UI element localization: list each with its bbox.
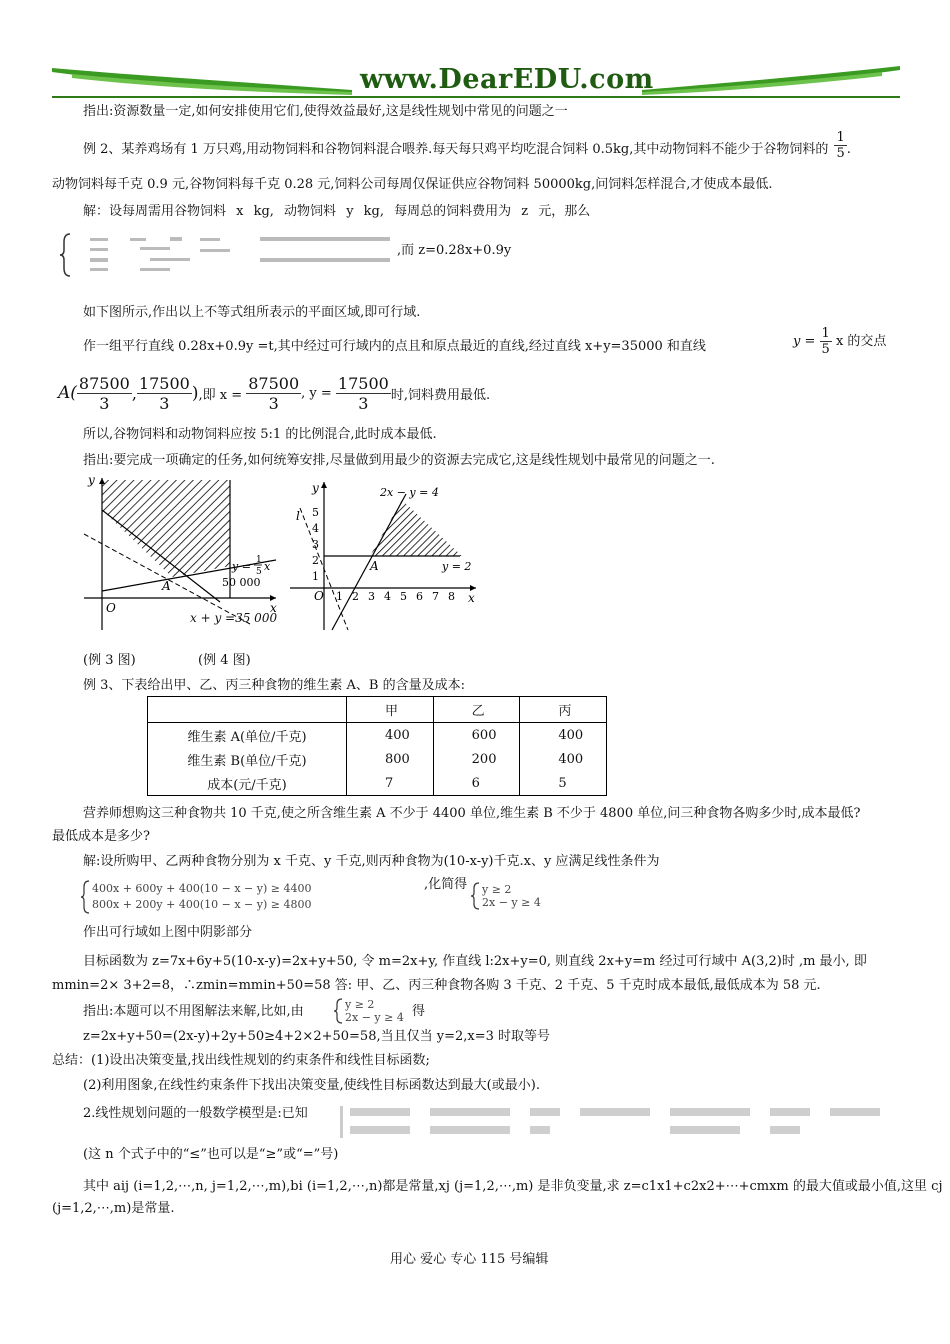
frac-x-val [246, 374, 301, 413]
vitamin-table [147, 696, 607, 796]
fig4-line-l: l [296, 509, 300, 523]
definitions-1: 其中 aij (i=1,2,⋯,n, j=1,2,⋯,m),bi (i=1,2,⋯,n)都是常量,xj (j=1,2,⋯,m) 是非负变量,求 z=c1x1+c2x2+⋯+cmxm 的最大值或最小值,这里 cj [83, 1179, 943, 1194]
direct-solution: z=2x+y+50=(2x-y)+2y+50≥4+2×2+50=58,当且仅当 y=2,x=3 时取等号 [83, 1029, 550, 1044]
line-y-fifth-x [793, 326, 886, 357]
table-cell: 7 [347, 771, 434, 796]
figure-example-3 [80, 474, 280, 634]
table-cell: 400 [520, 747, 607, 771]
fig4-xtick: 1 [336, 590, 343, 603]
num-17500: 17500 [138, 374, 190, 393]
brace-icon [470, 882, 480, 910]
fig3-frac-den: 5 [256, 567, 262, 577]
simplified-1: y ≥ 2 [482, 883, 512, 896]
period: . [846, 142, 851, 157]
table-cell: 600 [433, 723, 520, 748]
fig3-origin: O [106, 601, 116, 615]
den-3b: 3 [159, 394, 170, 413]
fig4-xticks [336, 590, 455, 603]
simplified-2b: 2x − y ≥ 4 [345, 1011, 404, 1024]
den-x: 3 [268, 394, 279, 413]
point-A-line: A( $\frac{87500}{3}$ , $\frac{17500}{3}$ ),即 x = $\frac{87500}{3}$ , y = $\frac{17500}{3}$ 时,饲料费用最低. [58, 374, 491, 413]
fig3-x-axis: x [270, 601, 277, 615]
simplified-2: 2x − y ≥ 4 [482, 896, 541, 909]
page-footer: 用心 爱心 专心 115 号编辑 [390, 1252, 549, 1267]
y-equals-2: , y = [301, 386, 332, 401]
fig3-frac-x: x [264, 560, 271, 573]
frac-den-2: 5 [821, 342, 830, 357]
fig4-line-y2: y = 2 [442, 560, 472, 573]
table-cell: 400 [520, 723, 607, 748]
table-header: 丙 [520, 697, 607, 723]
fraction-one-fifth-2 [820, 326, 832, 357]
ratio-conclusion: 所以,谷物饲料和动物饲料应按 5:1 的比例混合,此时成本最低. [83, 427, 437, 442]
table-cell: 维生素 B(单位/千克) [148, 747, 347, 771]
feasible-region-text: 如下图所示,作出以上不等式组所表示的平面区域,即可行域. [83, 305, 421, 320]
constraint-1: 400x + 600y + 400(10 − x − y) ≥ 4400 [92, 882, 312, 895]
fig4-ytick: 1 [312, 570, 319, 583]
fig4-xtick: 2 [352, 590, 359, 603]
note-paragraph-1: 指出:资源数量一定,如何安排使用它们,使得效益最好,这是线性规划中常见的问题之一 [83, 104, 568, 119]
frac-num-2: 1 [821, 326, 830, 341]
caption-fig4: (例 4 图) [198, 653, 251, 668]
fig4-ytick: 3 [312, 538, 319, 551]
note-3-tail: 得 [412, 1004, 426, 1019]
example-3-text: 例 3、下表给出甲、乙、丙三种食物的维生素 A、B 的含量及成本: [83, 678, 465, 693]
fig3-frac-num: 1 [256, 555, 262, 565]
solution-intro: 解：设每周需用谷物饲料 x kg, 动物饲料 y kg, 每周总的饲料费用为 z 元，那么 [83, 204, 591, 219]
simplified-1b: y ≥ 2 [345, 998, 375, 1011]
example-2-line2: 动物饲料每千克 0.9 元,谷物饲料每千克 0.28 元,饲料公司每周仅保证供应谷物饲料 50000kg,问饲料怎样混合,才使成本最低. [52, 177, 773, 192]
parallel-lines-text: 作一组平行直线 0.28x+0.9y =t,其中经过可行域内的点且和原点最近的直线,经过直线 x+y=35000 和直线 [83, 339, 706, 354]
table-row [148, 771, 607, 796]
general-model-intro: 2.线性规划问题的一般数学模型是:已知 [83, 1106, 308, 1121]
den-y: 3 [358, 394, 369, 413]
fig4-xtick: 7 [432, 590, 439, 603]
brace-icon [80, 880, 90, 914]
answer-text: mmin=2× 3+2=8，∴zmin=mmin+50=58 答: 甲、乙、丙三种食物各购 3 千克、2 千克、5 千克时成本最低,最低成本为 58 元. [52, 978, 821, 993]
general-model-image [340, 1104, 886, 1140]
logo-text: www.DearEDU.com [360, 64, 654, 95]
figure-3-svg [80, 474, 280, 634]
num-y: 17500 [337, 374, 389, 393]
note-paragraph-3 [83, 1003, 304, 1020]
fig4-xtick: 6 [416, 590, 423, 603]
table-cell: 5 [520, 771, 607, 796]
fig4-xtick: 3 [368, 590, 375, 603]
problem-statement-2: 最低成本是多少? [52, 829, 150, 844]
fig3-y-axis: y [88, 474, 95, 487]
summary-2: (2)利用图象,在线性约束条件下找出决策变量,使线性目标函数达到最大(或最小). [83, 1078, 540, 1093]
frac-87500 [77, 374, 132, 413]
simplify-text: ,化简得 [424, 877, 468, 892]
fig4-line-2x-y-4: 2x − y = 4 [380, 486, 439, 499]
solution-setup: 解:设所购甲、乙两种食物分别为 x 千克、y 千克,则丙种食物为(10-x-y)千克.x、y 应满足线性条件为 [83, 854, 660, 869]
y-equals: y = [793, 334, 816, 349]
example-2-text [83, 130, 851, 161]
fraction-one-fifth [834, 130, 846, 161]
table-row [148, 747, 607, 771]
fig4-point-A: A [370, 559, 379, 573]
fig4-yticks [312, 506, 319, 583]
fig3-line-50000: 50 000 [222, 576, 261, 589]
note-3-lead: 指出:本题可以不用图解法来解,比如,由 [83, 1004, 304, 1019]
table-cell: 6 [433, 771, 520, 796]
constraint-2: 800x + 200y + 400(10 − x − y) ≥ 4800 [92, 898, 312, 911]
fig4-xtick: 8 [448, 590, 455, 603]
table-header-row [148, 697, 607, 723]
figure-4-svg [290, 478, 480, 632]
brace-icon [60, 232, 395, 278]
table-cell: 200 [433, 747, 520, 771]
problem-statement: 营养师想购这三种食物共 10 千克,使之所含维生素 A 不少于 4400 单位,维生素 B 不少于 4800 单位,问三种食物各购多少时,成本最低? [83, 806, 861, 821]
fig3-point-A: A [162, 579, 171, 593]
site-logo [52, 62, 900, 102]
inequality-system-image [60, 232, 395, 278]
fig4-xtick: 4 [384, 590, 391, 603]
den-3: 3 [99, 394, 110, 413]
fig4-ytick: 4 [312, 522, 319, 535]
table-cell: 成本(元/千克) [148, 771, 347, 796]
fig3-line-fifth: y = [232, 560, 251, 573]
note-paragraph-2: 指出:要完成一项确定的任务,如何统筹安排,尽量做到用最少的资源去完成它,这是线性规划中最常见的问题之一. [83, 453, 715, 468]
caption-fig3: (例 3 图) [83, 653, 136, 668]
table-row [148, 723, 607, 748]
table-cell: 400 [347, 723, 434, 748]
x-equals: ,即 x = [198, 388, 243, 403]
constraint-system-3 [333, 998, 413, 1024]
fig4-ytick: 2 [312, 554, 319, 567]
fig4-ytick: 5 [312, 506, 319, 519]
objective-analysis: 目标函数为 z=7x+6y+5(10-x-y)=2x+y+50, 令 m=2x+y, 作直线 l:2x+y=0, 则直线 2x+y=m 经过可行域中 A(3,2)时 ,m 最小, 即 [83, 954, 867, 969]
frac-y-val [336, 374, 391, 413]
table-header: 甲 [347, 697, 434, 723]
min-cost-text: 时,饲料费用最低. [390, 388, 491, 403]
fig4-y-axis: y [312, 481, 319, 495]
frac-17500 [137, 374, 192, 413]
frac-num: 1 [836, 130, 845, 145]
frac-den: 5 [836, 146, 845, 161]
point-A-label: A( [58, 383, 77, 403]
num-x: 87500 [248, 374, 300, 393]
objective-function: ,而 z=0.28x+0.9y [397, 243, 512, 258]
paren-close: ) [191, 383, 199, 404]
table-header: 乙 [433, 697, 520, 723]
figure-example-4 [290, 478, 480, 632]
x-intersect-text: x 的交点 [835, 334, 887, 349]
brace-icon [333, 998, 343, 1024]
summary-1: 总结：(1)设出决策变量,找出线性规划的约束条件和线性目标函数; [52, 1053, 430, 1068]
shaded-region-text: 作出可行域如上图中阴影部分 [83, 925, 253, 940]
table-cell: 维生素 A(单位/千克) [148, 723, 347, 748]
fig4-xtick: 5 [400, 590, 407, 603]
fig4-x-axis: x [468, 591, 475, 605]
example-2-line1: 例 2、某养鸡场有 1 万只鸡,用动物饲料和谷物饲料混合喂养.每天每只鸡平均吃混合饲料 0.5kg,其中动物饲料不能少于谷物饲料的 [83, 142, 829, 157]
general-model-svg [340, 1104, 886, 1140]
fig4-origin: O [314, 589, 324, 603]
constraint-note: (这 n 个式子中的“≤”也可以是“≥”或“=”号) [83, 1147, 339, 1162]
table-header [148, 697, 347, 723]
fig3-line-35000: x + y =35 000 [190, 611, 278, 625]
definitions-2: (j=1,2,⋯,m)是常量. [52, 1201, 175, 1216]
table-cell: 800 [347, 747, 434, 771]
num-87500: 87500 [78, 374, 130, 393]
